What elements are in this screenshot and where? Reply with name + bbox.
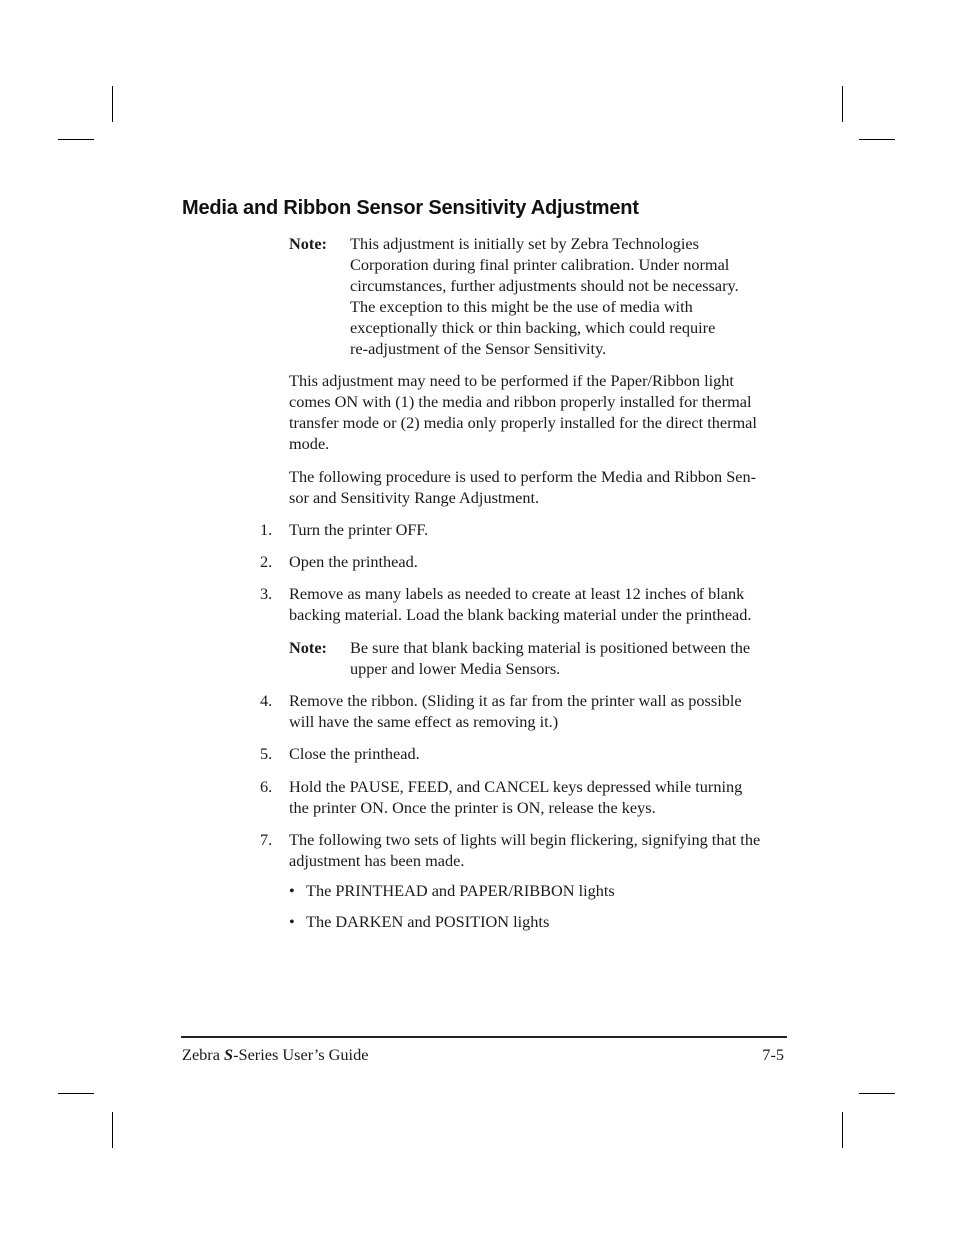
step-line: Remove as many labels as needed to create at least 12 inches of blank (289, 584, 745, 603)
page-number: 7-5 (762, 1045, 784, 1064)
bullet-item: The DARKEN and POSITION lights (306, 912, 550, 931)
note-line: This adjustment is initially set by Zebra Technologies (350, 234, 699, 253)
step-line: Turn the printer OFF. (289, 520, 429, 539)
paragraph-line: transfer mode or (2) media only properly installed for the direct thermal (289, 413, 757, 432)
crop-mark (842, 86, 843, 122)
footer-guide: -Series User’s Guide (233, 1045, 369, 1064)
step-number: 4. (260, 691, 273, 710)
section-heading: Media and Ribbon Sensor Sensitivity Adjustment (182, 197, 639, 219)
step-number: 5. (260, 744, 273, 763)
step-text (289, 829, 760, 871)
note-line: Be sure that blank backing material is positioned between the (350, 638, 751, 657)
step-line: backing material. Load the blank backing material under the printhead. (289, 605, 752, 624)
note-line: upper and lower Media Sensors. (350, 659, 561, 678)
crop-mark (112, 86, 113, 122)
bullet-item: The PRINTHEAD and PAPER/RIBBON lights (306, 881, 615, 900)
paragraph-line: sor and Sensitivity Range Adjustment. (289, 488, 540, 507)
paragraph-line: mode. (289, 434, 330, 453)
bullet-icon: • (289, 912, 295, 931)
crop-mark (112, 1112, 113, 1148)
step-line: Close the printhead. (289, 744, 420, 763)
step-number: 3. (260, 584, 273, 603)
crop-mark (842, 1112, 843, 1148)
note-line: exceptionally thick or thin backing, which could require (350, 318, 716, 337)
paragraph-line: comes ON with (1) the media and ribbon properly installed for thermal (289, 392, 752, 411)
step-line: the printer ON. Once the printer is ON, release the keys. (289, 798, 656, 817)
step-number: 7. (260, 830, 273, 849)
step-line: Remove the ribbon. (Sliding it as far from the printer wall as possible (289, 691, 742, 710)
note-line: circumstances, further adjustments should not be necessary. (350, 276, 739, 295)
note-line: The exception to this might be the use of media with (350, 297, 693, 316)
step-number: 6. (260, 777, 273, 796)
paragraph (289, 466, 756, 508)
note-line: re-adjustment of the Sensor Sensitivity. (350, 339, 607, 358)
step-line: Hold the PAUSE, FEED, and CANCEL keys depressed while turning (289, 777, 743, 796)
step-line: will have the same effect as removing it.) (289, 712, 559, 731)
crop-mark (859, 1093, 895, 1094)
paragraph-line: The following procedure is used to perform the Media and Ribbon Sen- (289, 467, 757, 486)
step-text (289, 551, 418, 572)
footer-brand: Zebra (182, 1045, 225, 1064)
bullet-icon: • (289, 881, 295, 900)
step-number: 2. (260, 552, 273, 571)
step-number: 1. (260, 520, 273, 539)
note-text (350, 637, 750, 679)
crop-mark (58, 139, 94, 140)
note-label: Note: (289, 638, 327, 657)
step-line: The following two sets of lights will begin flickering, signifying that the (289, 830, 761, 849)
footer-series-letter: S (224, 1045, 234, 1064)
step-line: adjustment has been made. (289, 851, 465, 870)
note-line: Corporation during final printer calibration. Under normal (350, 255, 730, 274)
crop-mark (58, 1093, 94, 1094)
footer-title (182, 1045, 368, 1065)
step-text (289, 743, 420, 764)
step-text (289, 519, 428, 540)
step-line: Open the printhead. (289, 552, 418, 571)
footer-rule (181, 1036, 787, 1038)
paragraph-line: This adjustment may need to be performed if the Paper/Ribbon light (289, 371, 734, 390)
crop-mark (859, 139, 895, 140)
note-text (350, 233, 739, 359)
note-label: Note: (289, 234, 327, 253)
step-text (289, 776, 742, 818)
step-text (289, 690, 742, 732)
paragraph (289, 370, 757, 454)
step-text (289, 583, 751, 625)
